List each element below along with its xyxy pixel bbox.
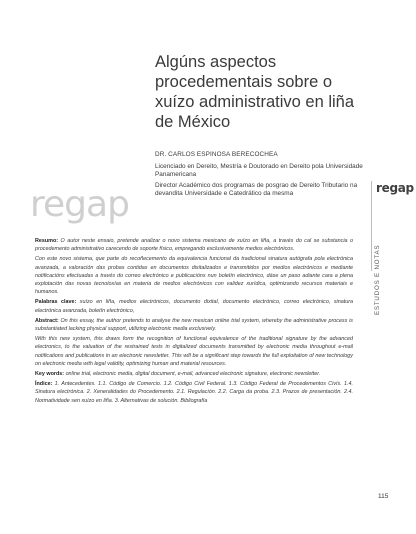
author-name: DR. CARLOS ESPINOSA BERECOCHEA — [155, 151, 278, 158]
author-block — [155, 151, 370, 201]
palabras-clave — [35, 298, 353, 314]
resumo-label: Resumo: — [35, 238, 59, 244]
page-number: 115 — [378, 493, 389, 500]
abstract-label: Abstract: — [35, 317, 59, 324]
resumo-text: O autor neste ensaio, pretende analizar o novo sistema mexicano de xuízo en liña, a través do cal se substancia o procedemento administrativo carecendo de soporte físico, empregando exclusivamente medios electrónicos. — [35, 238, 353, 253]
resumo-paragraph-2: Con este novo sistema, que parte do recoñecemento da equivalencia funcional da tradicional sinatura autógrafa pola electrónica avanzada, a valoración das probas contidas en documentos dixitalizados e transmitidos por medios electrónicos e mediante notificacións efectuadas a través do correo electrónico e publicacións nun boletín electrónico, dáse un paso adiante cara a plena explotación das novas tecnoloxías en materia de medios electrónicos con validez xurídica, optimizando recursos materiais e humanos. — [35, 256, 353, 296]
palabras-text: xuízo en liña, medios electrónicos, documento dixital, documento electrónico, correo electrónico, sinatura electrónica avanzada, boletín electrónico, — [35, 299, 353, 314]
title-line: de México — [155, 113, 231, 131]
indice — [35, 380, 353, 405]
abstract-paragraph-2: With this new system, this draws form the recognition of functional equivalence of the traditional signature by the advanced electronics, to the valuation of the restrained tests in digitalized documents transmitted by electronic media throughout e-mail notifications and publications in an electronic newsletter. This will be a significant step towards the full exploitation of new technology on electronic media with legal validity, optimizing human and material resources. — [35, 336, 353, 367]
title-line: procedementais sobre o — [155, 73, 333, 91]
keywords-label: Key words: — [35, 371, 65, 378]
abstract-block — [35, 237, 353, 407]
article-title — [155, 52, 365, 132]
regap-logo-watermark: regap — [30, 184, 129, 225]
palabras-label: Palabras clave: — [35, 299, 77, 306]
keywords — [35, 370, 353, 378]
abstract-text: On this essay, the author pretends to analyse the new mexican online trial system, whereby the administrative process is substantiated lacking physical support, utilizing electronic media exclusively. — [35, 317, 353, 333]
section-label: ESTUDOS E NOTAS — [374, 244, 381, 315]
author-affiliation: Director Académico dos programas de posgrao de Dereito Tributario na devandita Universidade e Catedrático da mesma — [155, 181, 358, 198]
author-affiliation: Licenciado en Dereito, Mestría e Doutorado en Dereito pola Universidade Panamericana — [155, 162, 363, 179]
indice-label: Índice: — [35, 381, 53, 388]
resumo-paragraph — [35, 237, 353, 253]
keywords-text: online trial, electronic media, digital document, e-mail, advanced electronic signature, electronic newsletter. — [65, 371, 321, 378]
regap-logo: regap — [376, 181, 414, 195]
title-line: Algúns aspectos — [155, 53, 277, 71]
vertical-divider — [371, 181, 372, 271]
abstract-paragraph — [35, 317, 353, 333]
title-line: xuízo administrativo en liña — [155, 93, 355, 111]
indice-text: 1. Antecedentes. 1.1. Código de Comercio. 1.2. Código Civil Federal. 1.3. Código Federal de Procedementos Civís. 1.4. Sinatura electrónica. 2. Xeneralidades do Procedemento. 2.1. Regulación. 2.2. Carga da proba. 2.3. Prazos de presentación. 2.4. Normatividade sen xuízo en liña. 3. Alternativas de solución. Bibliografía — [35, 381, 353, 404]
